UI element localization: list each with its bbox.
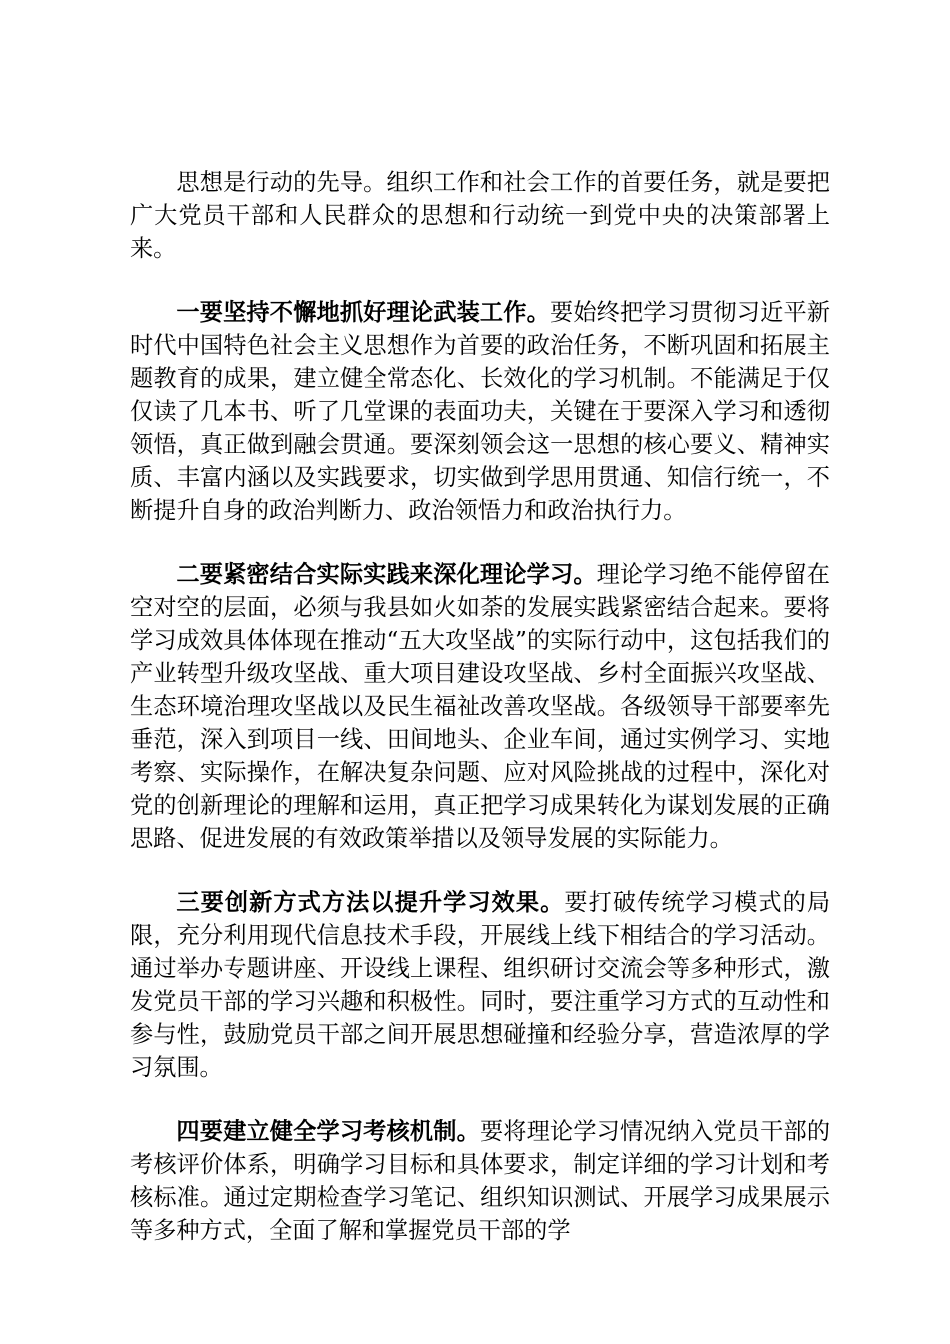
paragraph-point-2 (130, 558, 830, 855)
paragraph-lead: 二要紧密结合实际实践来深化理论学习。 (176, 561, 597, 588)
paragraph-body: 思想是行动的先导。组织工作和社会工作的首要任务，就是要把广大党员干部和人民群众的思想和行动统一到党中央的决策部署上来。 (130, 169, 830, 262)
paragraph-point-4 (130, 1115, 830, 1247)
paragraph-point-1 (130, 296, 830, 527)
paragraph-body: 要打破传统学习模式的局限，充分利用现代信息技术手段，开展线上线下相结合的学习活动。通过举办专题讲座、开设线上课程、组织研讨交流会等多种形式，激发党员干部的学习兴趣和积极性。同时，要注重学习方式的互动性和参与性，鼓励党员干部之间开展思想碰撞和经验分享，营造浓厚的学习氛围。 (130, 889, 831, 1081)
paragraph-lead: 一要坚持不懈地抓好理论武装工作。 (176, 299, 550, 326)
paragraph-body: 要将理论学习情况纳入党员干部的考核评价体系，明确学习目标和具体要求，制定详细的学习计划和考核标准。通过定期检查学习笔记、组织知识测试、开展学习成果展示等多种方式，全面了解和掌握党员干部的学 (130, 1118, 831, 1244)
document-page (130, 166, 830, 1278)
paragraph-point-3 (130, 886, 830, 1084)
paragraph-body: 要始终把学习贯彻习近平新时代中国特色社会主义思想作为首要的政治任务，不断巩固和拓展主题教育的成果，建立健全常态化、长效化的学习机制。不能满足于仅仅读了几本书、听了几堂课的表面功夫，关键在于要深入学习和透彻领悟，真正做到融会贯通。要深刻领会这一思想的核心要义、精神实质、丰富内涵以及实践要求，切实做到学思用贯通、知信行统一，不断提升自身的政治判断力、政治领悟力和政治执行力。 (130, 299, 831, 524)
paragraph-body: 理论学习绝不能停留在空对空的层面，必须与我县如火如荼的发展实践紧密结合起来。要将学习成效具体体现在推动“五大攻坚战”的实际行动中，这包括我们的产业转型升级攻坚战、重大项目建设攻坚战、乡村全面振兴攻坚战、生态环境治理攻坚战以及民生福祉改善攻坚战。各级领导干部要率先垂范，深入到项目一线、田间地头、企业车间，通过实例学习、实地考察、实际操作，在解决复杂问题、应对风险挑战的过程中，深化对党的创新理论的理解和运用，真正把学习成果转化为谋划发展的正确思路、促进发展的有效政策举措以及领导发展的实际能力。 (130, 561, 830, 852)
paragraph-lead: 三要创新方式方法以提升学习效果。 (176, 889, 565, 916)
paragraph-intro (130, 166, 830, 265)
paragraph-lead: 四要建立健全学习考核机制。 (176, 1118, 480, 1145)
